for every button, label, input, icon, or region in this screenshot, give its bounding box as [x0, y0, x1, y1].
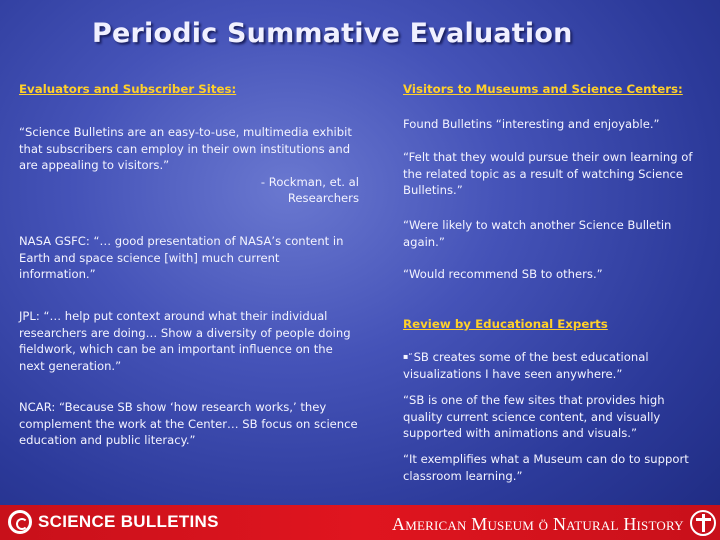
attribution-line-2: Researchers: [287, 191, 359, 205]
rockman-quote: “Science Bulletins are an easy-to-use, multimedia exhibit that subscribers can employ in their own institutions and are appealing to visitors.”: [19, 125, 352, 172]
nasa-quote: NASA GSFC: “… good presentation of NASA’s content in Earth and space science [with] much current information.”: [19, 234, 344, 281]
footer-bar: [0, 505, 720, 540]
visitors-heading: Visitors to Museums and Science Centers:: [403, 82, 683, 96]
science-bulletins-icon: [8, 510, 32, 534]
science-bulletins-logo: [8, 510, 219, 534]
attribution-line-1: - Rockman, et. al: [260, 174, 359, 189]
amnh-wordmark: American Museum ö Natural History: [392, 514, 684, 534]
bullet-icon: ▪“: [403, 352, 413, 361]
expert-quote-2: “SB is one of the few sites that provides high quality current science content, and visually supported with animations and visuals.”: [403, 393, 665, 440]
amnh-emblem-icon: [690, 510, 716, 536]
expert-quote-1-text: SB creates some of the best educational visualizations I have seen anywhere.”: [403, 350, 649, 381]
science-bulletins-text: SCIENCE BULLETINS: [38, 512, 219, 531]
evaluators-heading: Evaluators and Subscriber Sites:: [19, 82, 237, 96]
visitor-quote-4: “Would recommend SB to others.”: [403, 267, 603, 281]
ncar-quote: NCAR: “Because SB show ‘how research works,’ they complement the work at the Center… SB focus on science education and public literacy.”: [19, 400, 358, 447]
visitor-quote-1: Found Bulletins “interesting and enjoyable.”: [403, 117, 660, 131]
rockman-attribution: [19, 174, 359, 207]
visitor-quote-2: “Felt that they would pursue their own learning of the related topic as a result of watching Science Bulletins.”: [403, 150, 693, 197]
visitor-quote-3: “Were likely to watch another Science Bulletin again.”: [403, 218, 672, 249]
left-column: [19, 124, 359, 207]
expert-quote-3: “It exemplifies what a Museum can do to support classroom learning.”: [403, 452, 689, 483]
slide-title: Periodic Summative Evaluation: [92, 18, 573, 49]
experts-heading: Review by Educational Experts: [403, 317, 608, 331]
jpl-quote: JPL: “… help put context around what their individual researchers are doing… Show a diversity of people doing fieldwork, which can be an important influence on the next generation.”: [19, 309, 351, 373]
expert-quote-1: [403, 349, 703, 382]
